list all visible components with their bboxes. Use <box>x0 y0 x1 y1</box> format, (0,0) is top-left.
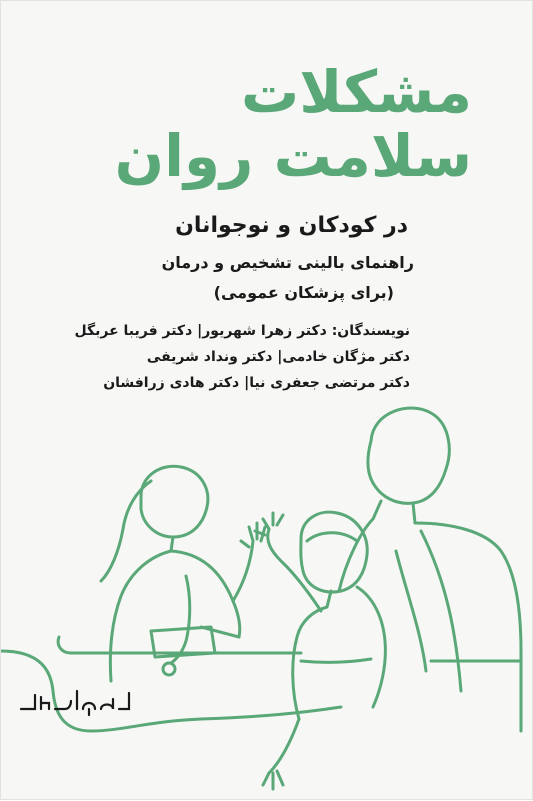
line-art-doctor-child-parent-icon <box>1 401 533 801</box>
book-title-line-1: مشکلات <box>241 58 472 126</box>
publisher-logo-text: کتاب ارجمند <box>75 719 81 720</box>
book-subtitle-line-2: راهنمای بالینی تشخیص و درمان <box>161 253 414 272</box>
authors-line-2: دکتر مژگان خادمی| دکتر ونداد شریفی <box>146 349 410 365</box>
book-title-line-2: سلامت روان <box>114 122 472 190</box>
publisher-logo <box>15 681 135 721</box>
authors-line-3: دکتر مرتضی جعفری نیا| دکتر هادی زرافشان <box>103 375 410 391</box>
book-subtitle-line-3: (برای پزشکان عمومی) <box>213 283 394 302</box>
authors-line-1: نویسندگان: دکتر زهرا شهریور| دکتر فریبا عربگل <box>74 323 410 339</box>
book-subtitle-line-1: در کودکان و نوجوانان <box>175 213 408 238</box>
